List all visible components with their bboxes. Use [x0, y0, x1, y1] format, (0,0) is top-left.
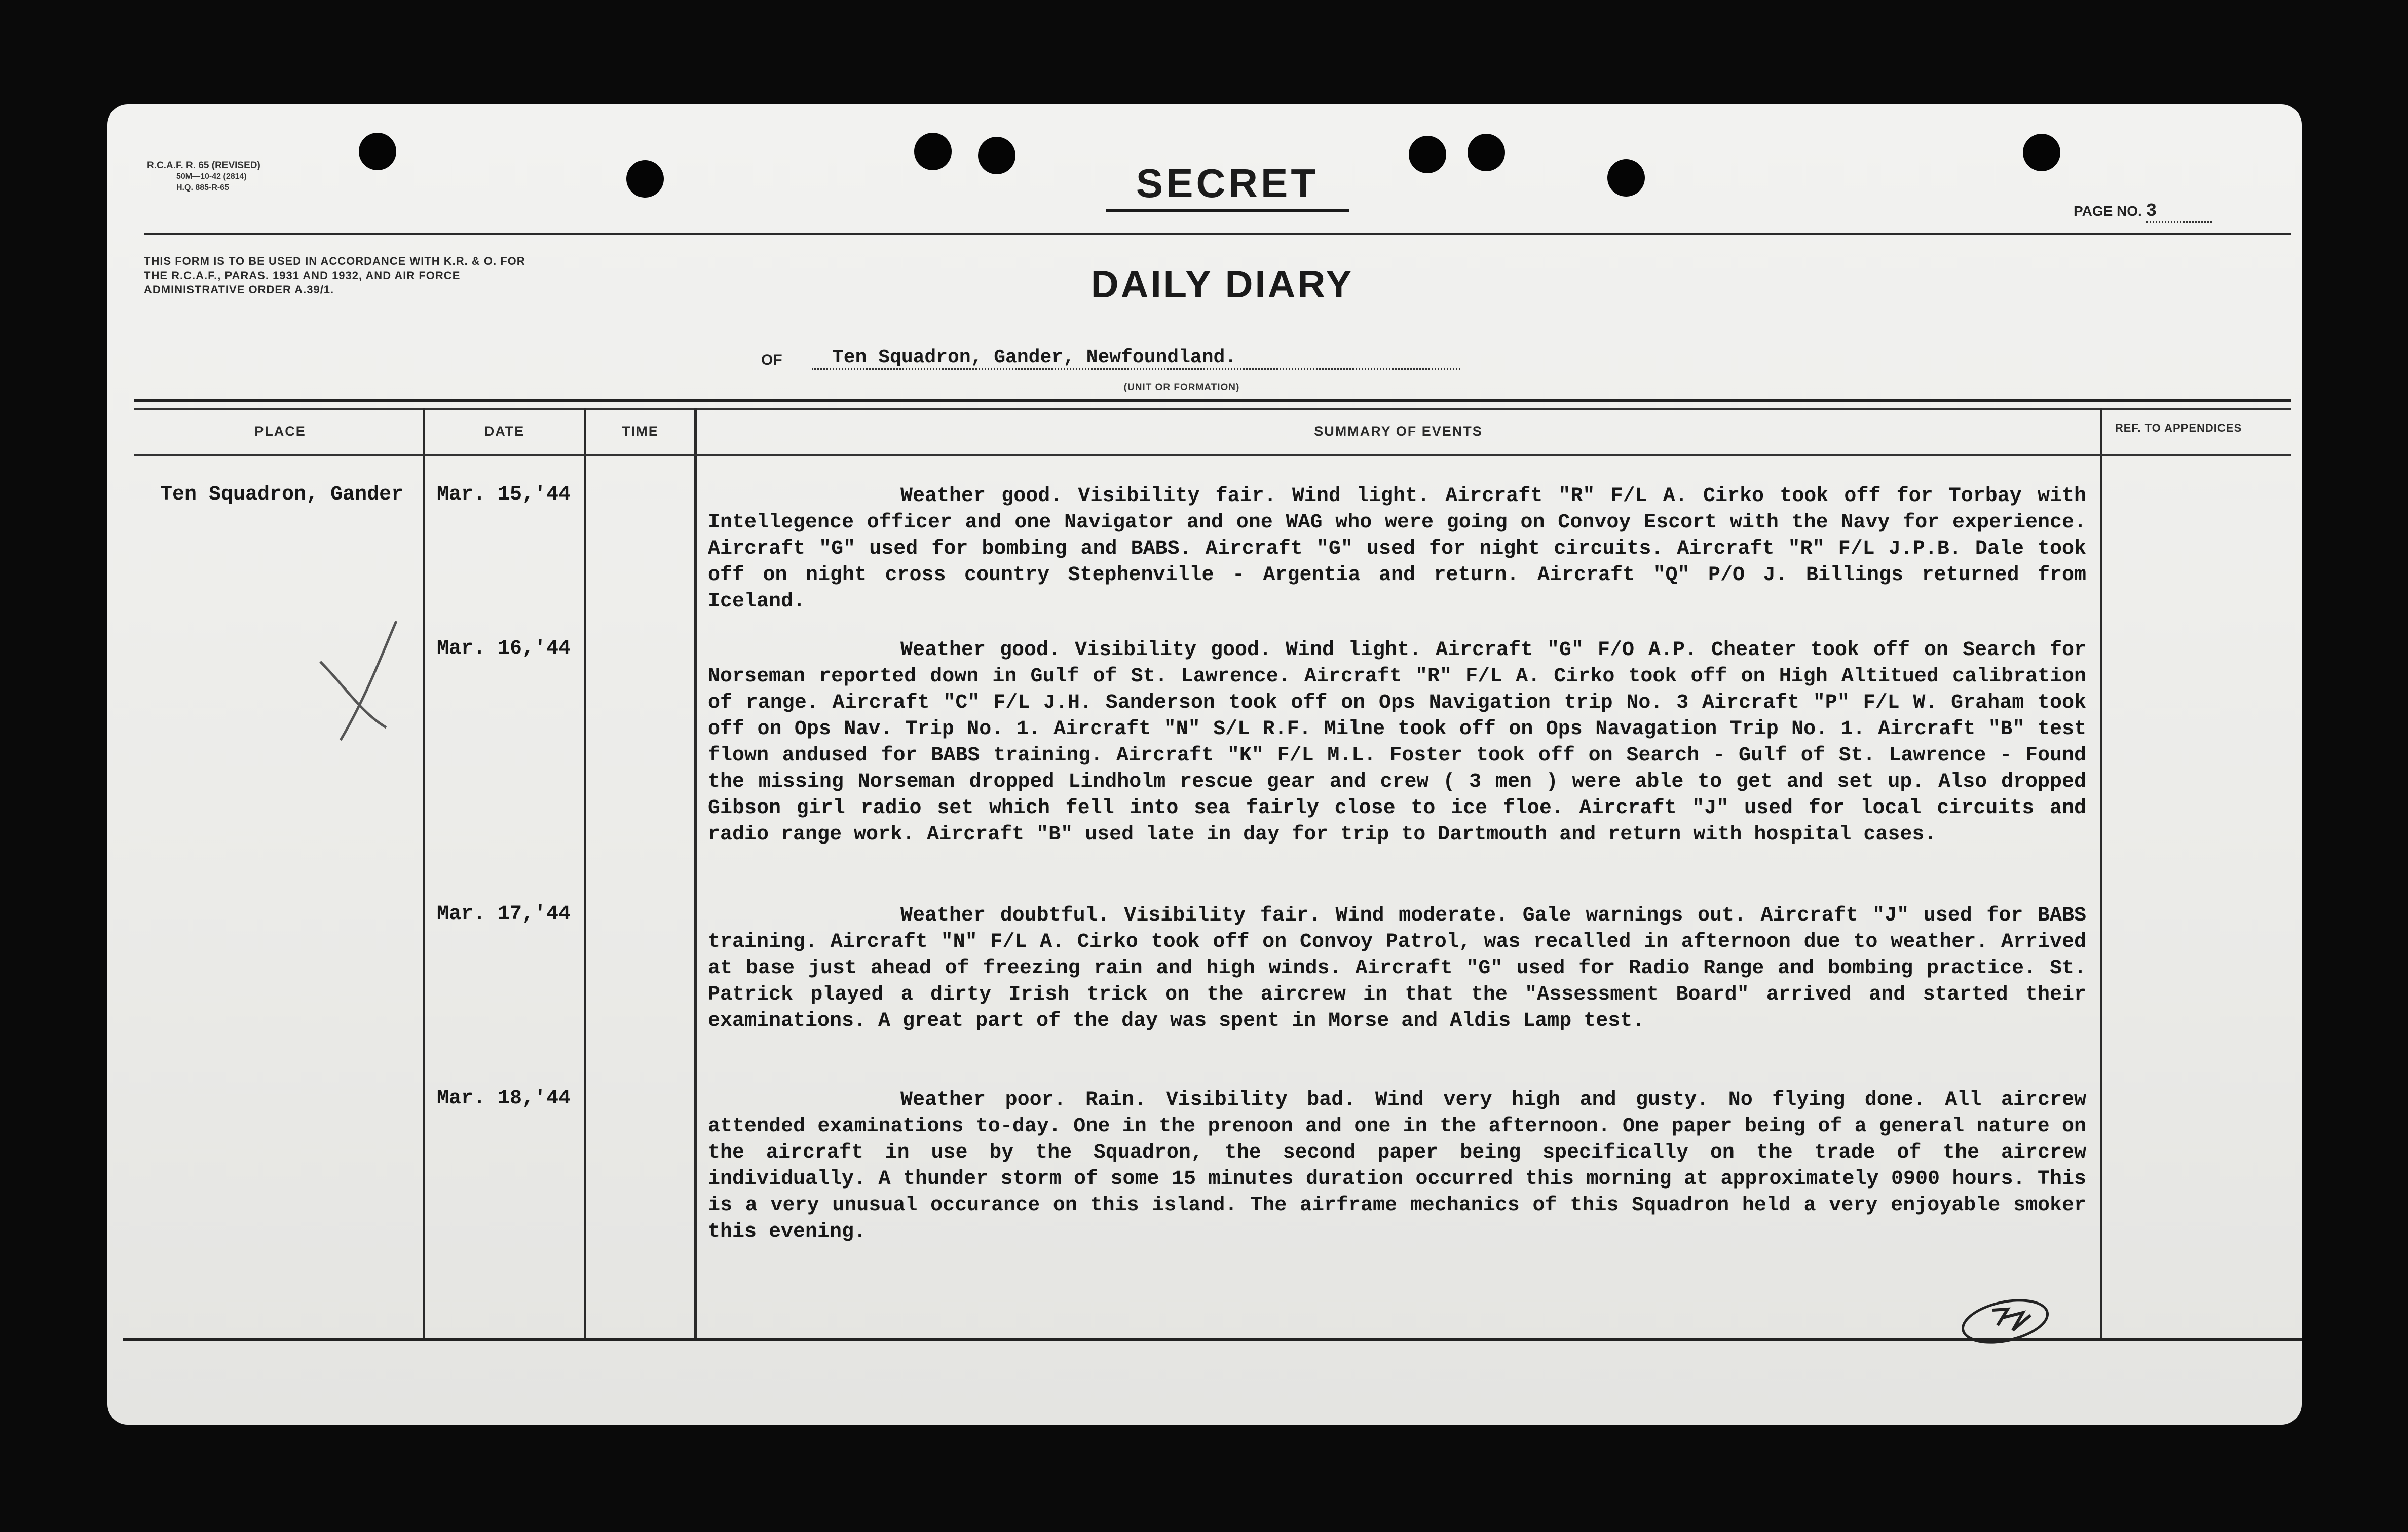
summary-text: Weather good. Visibility fair. Wind light. Aircraft "R" F/L A. Cirko took off for Torbay with Intellegence officer and one Navigator and one WAG who were going on Convoy Escort with the Navy for experience. Aircraft "G" used for bombing and BABS. Aircraft "G" used for night circuits. Aircraft "R" F/L J.P.B. Dale took off on night cross country Stephenville - Argentia and return. Aircraft "Q" P/O J. Billings returned from Iceland. — [708, 485, 2086, 613]
table-bottom-rule — [123, 1338, 2302, 1341]
column-header-date: DATE — [484, 424, 525, 439]
page-number-label: PAGE NO. — [2074, 203, 2142, 219]
column-header-time: TIME — [622, 424, 659, 439]
summary-entry — [708, 483, 2086, 615]
summary-entry — [708, 1087, 2086, 1245]
form-code-line: 50M—10-42 (2814) — [176, 172, 247, 181]
header-rule — [144, 233, 2291, 235]
table-top-rule — [134, 399, 2291, 402]
column-header-summary: SUMMARY OF EVENTS — [1314, 424, 1483, 439]
place-cell: Ten Squadron, Gander — [160, 483, 404, 506]
page-title: DAILY DIARY — [1090, 263, 1354, 306]
form-code-line: H.Q. 885-R-65 — [176, 183, 230, 192]
form-code-line: R.C.A.F. R. 65 (REVISED) — [147, 160, 260, 171]
summary-entry — [708, 903, 2086, 1035]
classification-heading: SECRET — [1106, 159, 1349, 212]
punch-hole — [626, 160, 664, 198]
unit-name: Ten Squadron, Gander, Newfoundland. — [812, 347, 1460, 370]
column-divider — [694, 408, 697, 1340]
table-top-rule — [134, 408, 2291, 410]
punch-hole — [978, 137, 1015, 174]
punch-hole — [1468, 134, 1505, 171]
summary-text: Weather doubtful. Visibility fair. Wind moderate. Gale warnings out. Aircraft "J" used for BABS training. Aircraft "N" F/L A. Cirko took off on Convoy Patrol, was recalled in afternoon due to weather. Arrived at base just ahead of freezing rain and high winds. Aircraft "G" used for Radio Range and bombing practice. St. Patrick played a dirty Irish trick on the aircrew in that the "Assessment Board" arrived and started their examinations. A great part of the day was spent in Morse and Aldis Lamp test. — [708, 904, 2086, 1032]
date-cell: Mar. 16,'44 — [437, 637, 571, 660]
summary-text: Weather good. Visibility good. Wind light. Aircraft "G" F/O A.P. Cheater took off on Search for Norseman reported down in Gulf of St. Lawrence. Aircraft "R" F/L A. Cirko took off on High Altitued calibration of range. Aircraft "C" F/L J.H. Sanderson took off on Ops Navigation trip No. 3 Aircraft "P" F/L W. Graham took off on Ops Nav. Trip No. 1. Aircraft "N" S/L R.F. Milne took off on Ops Navagation Trip No. 1. Aircraft "B" test flown andused for BABS training. Aircraft "K" F/L M.L. Foster took off on Search - Gulf of St. Lawrence - Found the missing Norseman dropped Lindholm rescue gear and crew ( 3 men ) were able to get and set up. Also dropped Gibson girl radio set which fell into sea fairly close to ice floe. Aircraft "J" used for local circuits and radio range work. Aircraft "B" used late in day for trip to Dartmouth and return with hospital cases. — [708, 639, 2086, 846]
punch-hole — [914, 133, 952, 170]
date-cell: Mar. 17,'44 — [437, 903, 571, 926]
column-divider — [584, 408, 586, 1340]
date-cell: Mar. 15,'44 — [437, 483, 571, 506]
of-label: OF — [761, 352, 782, 368]
column-header-place: PLACE — [254, 424, 306, 439]
date-cell: Mar. 18,'44 — [437, 1087, 571, 1110]
form-code — [147, 160, 260, 194]
column-divider — [2100, 408, 2102, 1340]
summary-text: Weather poor. Rain. Visibility bad. Wind very high and gusty. No flying done. All aircrew attended examinations to-day. One in the prenoon and one in the afternoon. One paper being of a general nature on the aircraft in use by the Squadron, the second paper being specifically on the trade of the aircrew individually. A thunder storm of some 15 minutes duration occurred this morning at approximately 0900 hours. This is a very unusual occurance on this island. The airframe mechanics of this Squadron held a very enjoyable smoker this evening. — [708, 1089, 2086, 1243]
diary-form-card — [107, 104, 2302, 1425]
header-row-rule — [134, 454, 2291, 456]
page-number-value: 3 — [2146, 201, 2212, 223]
column-divider — [423, 408, 425, 1340]
summary-entry — [708, 637, 2086, 848]
page-number — [2074, 201, 2212, 223]
initials-signature — [1957, 1290, 2058, 1351]
column-header-ref: REF. TO APPENDICES — [2115, 422, 2242, 434]
punch-hole — [2023, 134, 2060, 171]
pencil-cross-mark — [310, 616, 411, 748]
authority-note: THIS FORM IS TO BE USED IN ACCORDANCE WITH K.R. & O. FOR THE R.C.A.F., PARAS. 1931 AND 1932, AND AIR FORCE ADMINISTRATIVE ORDER A.39/1. — [144, 255, 525, 296]
punch-hole — [1607, 159, 1645, 197]
unit-caption: (UNIT OR FORMATION) — [1123, 382, 1240, 393]
punch-hole — [359, 133, 396, 170]
punch-hole — [1409, 136, 1446, 173]
